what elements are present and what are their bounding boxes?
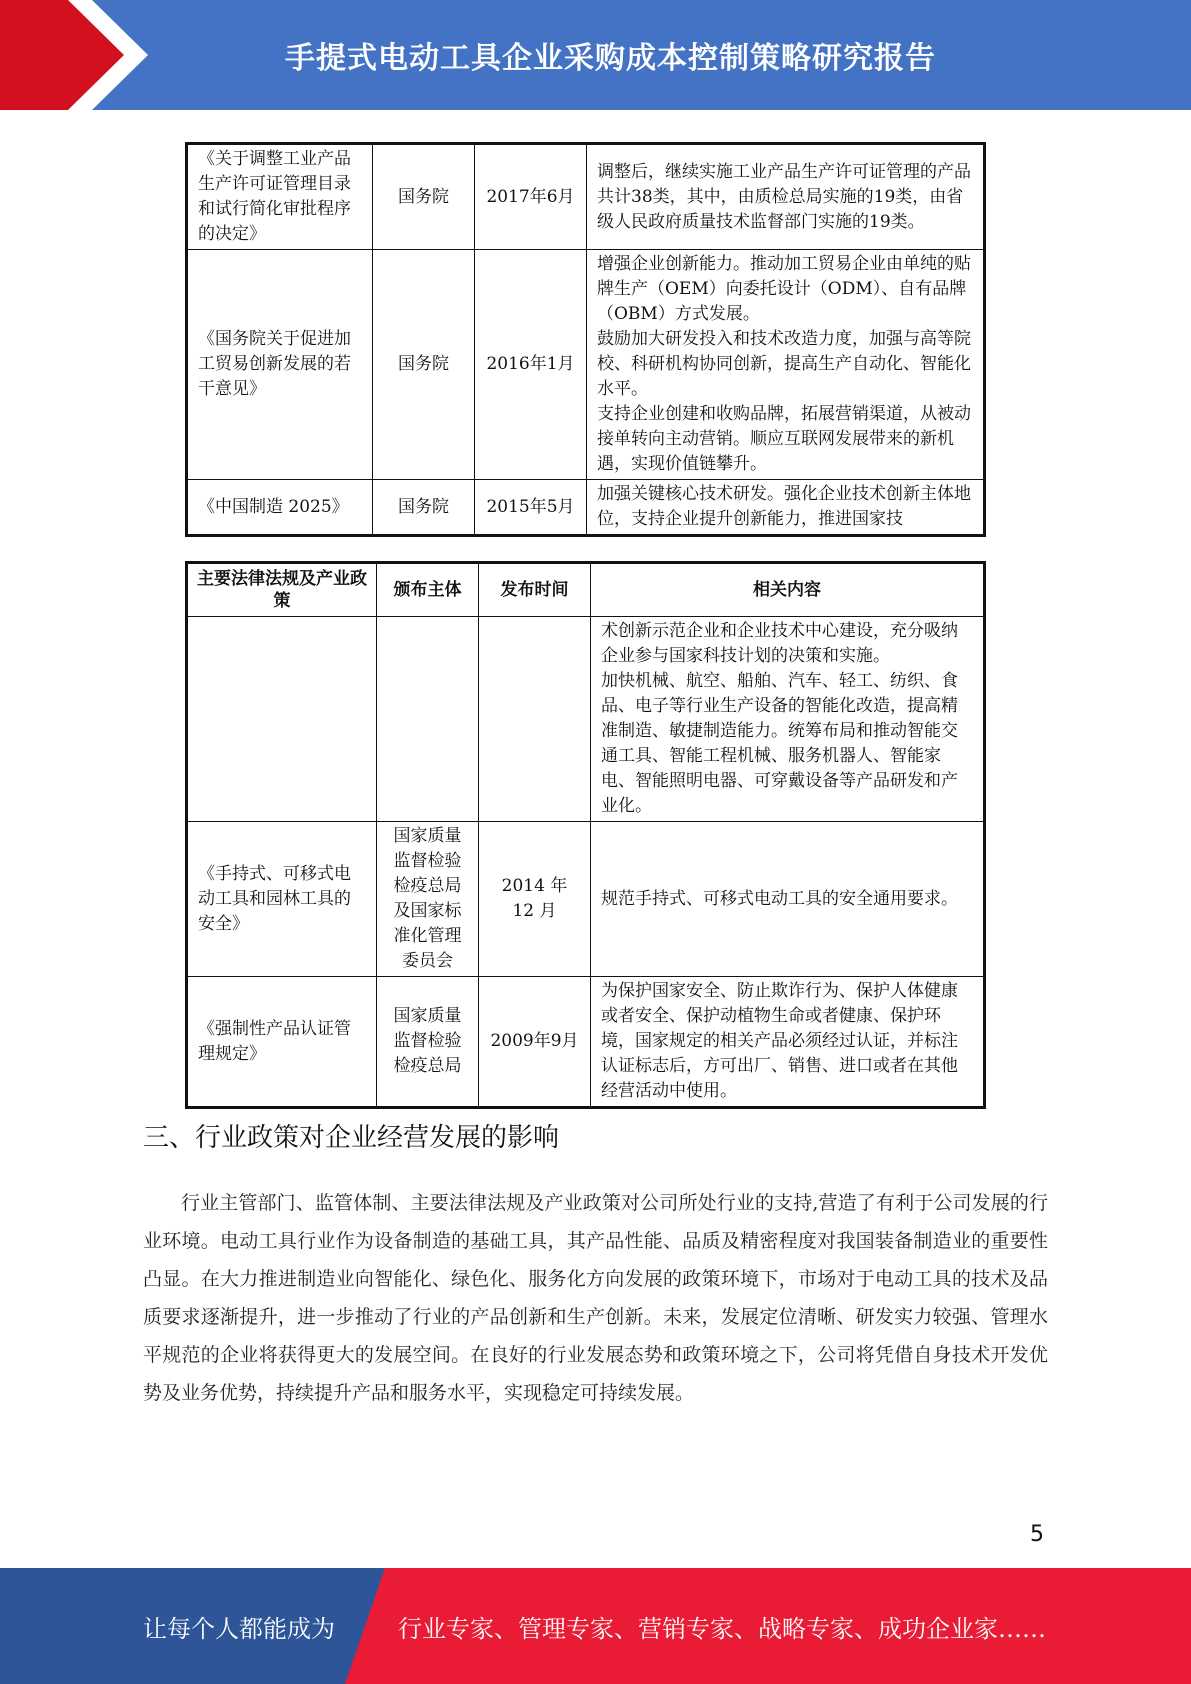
page-footer [0,1568,1191,1684]
table-row [187,480,985,536]
date-cell [479,617,591,822]
issuer-cell: 国家质量监督检验检疫总局及国家标准化管理委员会 [377,822,479,977]
issuer-cell: 国务院 [373,480,475,536]
policy-name-cell [187,617,377,822]
content-paragraph: 增强企业创新能力。推动加工贸易企业由单纯的贴牌生产（OEM）向委托设计（ODM）、自有品牌（OBM）方式发展。 [597,254,971,324]
content-paragraph: 为保护国家安全、防止欺诈行为、保护人体健康或者安全、保护动植物生命或者健康、保护环境，国家规定的相关产品必须经过认证，并标注认证标志后，方可出厂、销售、进口或者在其他经营活动中使用。 [601,981,958,1101]
content-cell [587,250,985,480]
policy-table-continued [185,142,986,537]
issuer-cell: 国家质量监督检验检疫总局 [377,977,479,1108]
date-cell: 2016年1月 [475,250,587,480]
table-row [187,822,985,977]
header-arrow-decoration [0,0,150,110]
content-paragraph: 术创新示范企业和企业技术中心建设，充分吸纳企业参与国家科技计划的决策和实施。 [601,621,958,666]
content-paragraph: 规范手持式、可移式电动工具的安全通用要求。 [601,888,958,909]
table-row [187,144,985,250]
content-cell [591,617,985,822]
policy-name-cell: 《中国制造 2025》 [187,480,373,536]
date-cell: 2009年9月 [479,977,591,1108]
column-header-issuer: 颁布主体 [377,563,479,617]
section-body: 行业主管部门、监管体制、主要法律法规及产业政策对公司所处行业的支持,营造了有利于公司发展的行业环境。电动工具行业作为设备制造的基础工具，其产品性能、品质及精密程度对我国装备制造业的重要性凸显。在大力推进制造业向智能化、绿色化、服务化方向发展的政策环境下，市场对于电动工具的技术及品质要求逐渐提升，进一步推动了行业的产品创新和生产创新。未来，发展定位清晰、研发实力较强、管理水平规范的企业将获得更大的发展空间。在良好的行业发展态势和政策环境之下，公司将凭借自身技术开发优势及业务优势，持续提升产品和服务水平，实现稳定可持续发展。 [143,1192,1048,1404]
table-row [187,250,985,480]
content-cell [587,144,985,250]
date-cell: 2014 年 12 月 [479,822,591,977]
policy-name-cell: 《国务院关于促进加工贸易创新发展的若干意见》 [187,250,373,480]
footer-slogan-right: 行业专家、管理专家、营销专家、战略专家、成功企业家…… [398,1614,1046,1643]
column-header-content: 相关内容 [591,563,985,617]
content-paragraph: 加快机械、航空、船舶、汽车、轻工、纺织、食品、电子等行业生产设备的智能化改造，提高精准制造、敏捷制造能力。统筹布局和推动智能交通工具、智能工程机械、服务机器人、智能家电、智能照明电器、可穿戴设备等产品研发和产业化。 [601,671,958,816]
content-paragraph: 支持企业创建和收购品牌，拓展营销渠道，从被动接单转向主动营销。顺应互联网发展带来的新机遇，实现价值链攀升。 [597,404,971,474]
footer-slogan-left: 让每个人都能成为 [143,1614,335,1643]
column-header-date: 发布时间 [479,563,591,617]
date-cell: 2015年5月 [475,480,587,536]
content-cell [587,480,985,536]
policy-name-cell: 《手持式、可移式电动工具和园林工具的安全》 [187,822,377,977]
date-cell: 2017年6月 [475,144,587,250]
table-header-row [187,563,985,617]
content-paragraph: 鼓励加大研发投入和技术改造力度，加强与高等院校、科研机构协同创新，提高生产自动化、智能化水平。 [597,329,971,399]
issuer-cell: 国务院 [373,250,475,480]
page-title: 手提式电动工具企业采购成本控制策略研究报告 [285,41,936,76]
policy-name-cell: 《强制性产品认证管理规定》 [187,977,377,1108]
page-header [0,0,1191,110]
content-cell [591,822,985,977]
table-row [187,977,985,1108]
content-cell [591,977,985,1108]
content-paragraph: 调整后，继续实施工业产品生产许可证管理的产品共计38类，其中，由质检总局实施的19类，由省级人民政府质量技术监督部门实施的19类。 [597,161,971,232]
issuer-cell [377,617,479,822]
column-header-policy: 主要法律法规及产业政策 [187,563,377,617]
page-number: 5 [1030,1522,1044,1547]
table-row [187,617,985,822]
section-heading: 三、行业政策对企业经营发展的影响 [143,1123,560,1153]
policy-table [185,561,986,1109]
policy-name-cell: 《关于调整工业产品生产许可证管理目录和试行简化审批程序的决定》 [187,144,373,250]
content-paragraph: 加强关键核心技术研发。强化企业技术创新主体地位，支持企业提升创新能力，推进国家技 [597,484,971,529]
issuer-cell: 国务院 [373,144,475,250]
